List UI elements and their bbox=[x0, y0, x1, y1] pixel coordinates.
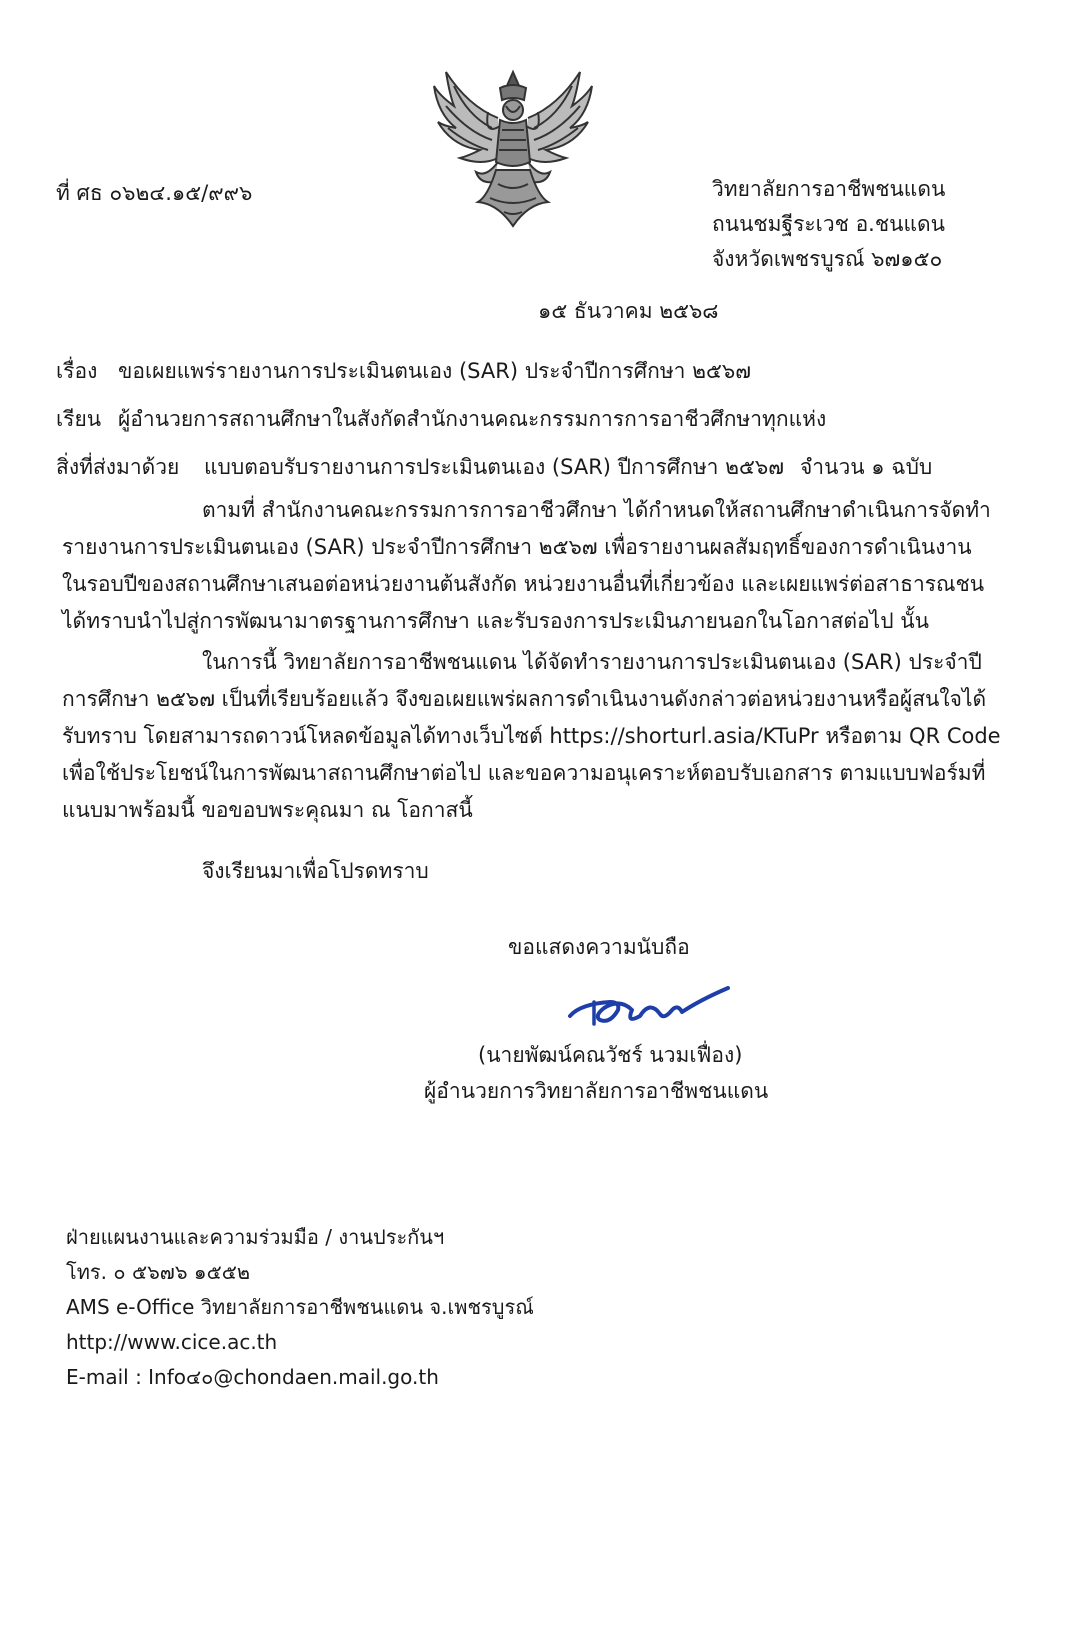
sender-street: ถนนชมฐีระเวช อ.ชนแดน bbox=[712, 212, 945, 236]
complimentary-close: ขอแสดงความนับถือ bbox=[508, 935, 690, 959]
enclosure-label: สิ่งที่ส่งมาด้วย bbox=[56, 455, 180, 479]
salutation-text: ผู้อำนวยการสถานศึกษาในสังกัดสำนักงานคณะกรรมการการอาชีวศึกษาทุกแห่ง bbox=[118, 407, 827, 431]
paragraph-line: ได้ทราบนำไปสู่การพัฒนามาตรฐานการศึกษา และรับรองการประเมินภายนอกในโอกาสต่อไป นั้น bbox=[62, 609, 929, 633]
reference-number: ที่ ศธ ๐๖๒๔.๑๕/๙๙๖ bbox=[56, 181, 253, 205]
paragraph-line: ในการนี้ วิทยาลัยการอาชีพชนแดน ได้จัดทำรายงานการประเมินตนเอง (SAR) ประจำปี bbox=[202, 650, 982, 674]
handwritten-signature bbox=[560, 980, 740, 1040]
closing-request: จึงเรียนมาเพื่อโปรดทราบ bbox=[202, 859, 429, 883]
subject-text: ขอเผยแพร่รายงานการประเมินตนเอง (SAR) ประจำปีการศึกษา ๒๕๖๗ bbox=[118, 359, 752, 383]
footer-email: E-mail : Info๔๐@chondaen.mail.go.th bbox=[66, 1365, 439, 1389]
salutation-label: เรียน bbox=[56, 407, 102, 431]
body-paragraph-2 bbox=[62, 644, 1008, 829]
paragraph-line: ตามที่ สำนักงานคณะกรรมการการอาชีวศึกษา ได้กำหนดให้สถานศึกษาดำเนินการจัดทำ bbox=[202, 498, 991, 522]
footer-department: ฝ่ายแผนงานและความร่วมมือ / งานประกันฯ bbox=[66, 1225, 445, 1249]
garuda-emblem-icon bbox=[428, 66, 598, 236]
paragraph-line: รายงานการประเมินตนเอง (SAR) ประจำปีการศึกษา ๒๕๖๗ เพื่อรายงานผลสัมฤทธิ์ของการดำเนินงาน bbox=[62, 535, 972, 559]
footer-website: http://www.cice.ac.th bbox=[66, 1330, 278, 1354]
sender-address bbox=[712, 172, 945, 277]
signatory-name: (นายพัฒน์คณวัชร์ นวมเฟื่อง) bbox=[478, 1043, 743, 1067]
paragraph-line: เพื่อใช้ประโยชน์ในการพัฒนาสถานศึกษาต่อไป และขอความอนุเคราะห์ตอบรับเอกสาร ตามแบบฟอร์มที่ bbox=[62, 761, 986, 785]
footer-phone: โทร. ๐ ๕๖๗๖ ๑๕๕๒ bbox=[66, 1260, 251, 1284]
body-paragraph-1 bbox=[62, 492, 1008, 640]
contact-footer bbox=[66, 1220, 534, 1395]
letter-date: ๑๕ ธันวาคม ๒๕๖๘ bbox=[538, 299, 719, 323]
footer-office: AMS e-Office วิทยาลัยการอาชีพชนแดน จ.เพชรบูรณ์ bbox=[66, 1295, 534, 1319]
sender-province: จังหวัดเพชรบูรณ์ ๖๗๑๕๐ bbox=[712, 247, 943, 271]
signatory-position: ผู้อำนวยการวิทยาลัยการอาชีพชนแดน bbox=[424, 1079, 769, 1103]
enclosure-text: แบบตอบรับรายงานการประเมินตนเอง (SAR) ปีการศึกษา ๒๕๖๗ bbox=[204, 455, 784, 479]
paragraph-line: แนบมาพร้อมนี้ ขอขอบพระคุณมา ณ โอกาสนี้ bbox=[62, 798, 473, 822]
subject-label: เรื่อง bbox=[56, 359, 98, 383]
sender-name: วิทยาลัยการอาชีพชนแดน bbox=[712, 177, 946, 201]
paragraph-line: ในรอบปีของสถานศึกษาเสนอต่อหน่วยงานต้นสังกัด หน่วยงานอื่นที่เกี่ยวข้อง และเผยแพร่ต่อสาธารณชน bbox=[62, 572, 985, 596]
paragraph-line: รับทราบ โดยสามารถดาวน์โหลดข้อมูลได้ทางเว็บไซต์ https://shorturl.asia/KTuPr หรือตาม QR Code bbox=[62, 724, 1001, 748]
enclosure-count: จำนวน ๑ ฉบับ bbox=[800, 455, 933, 479]
paragraph-line: การศึกษา ๒๕๖๗ เป็นที่เรียบร้อยแล้ว จึงขอเผยแพร่ผลการดำเนินงานดังกล่าวต่อหน่วยงานหรือผู้สนใจได้ bbox=[62, 687, 987, 711]
